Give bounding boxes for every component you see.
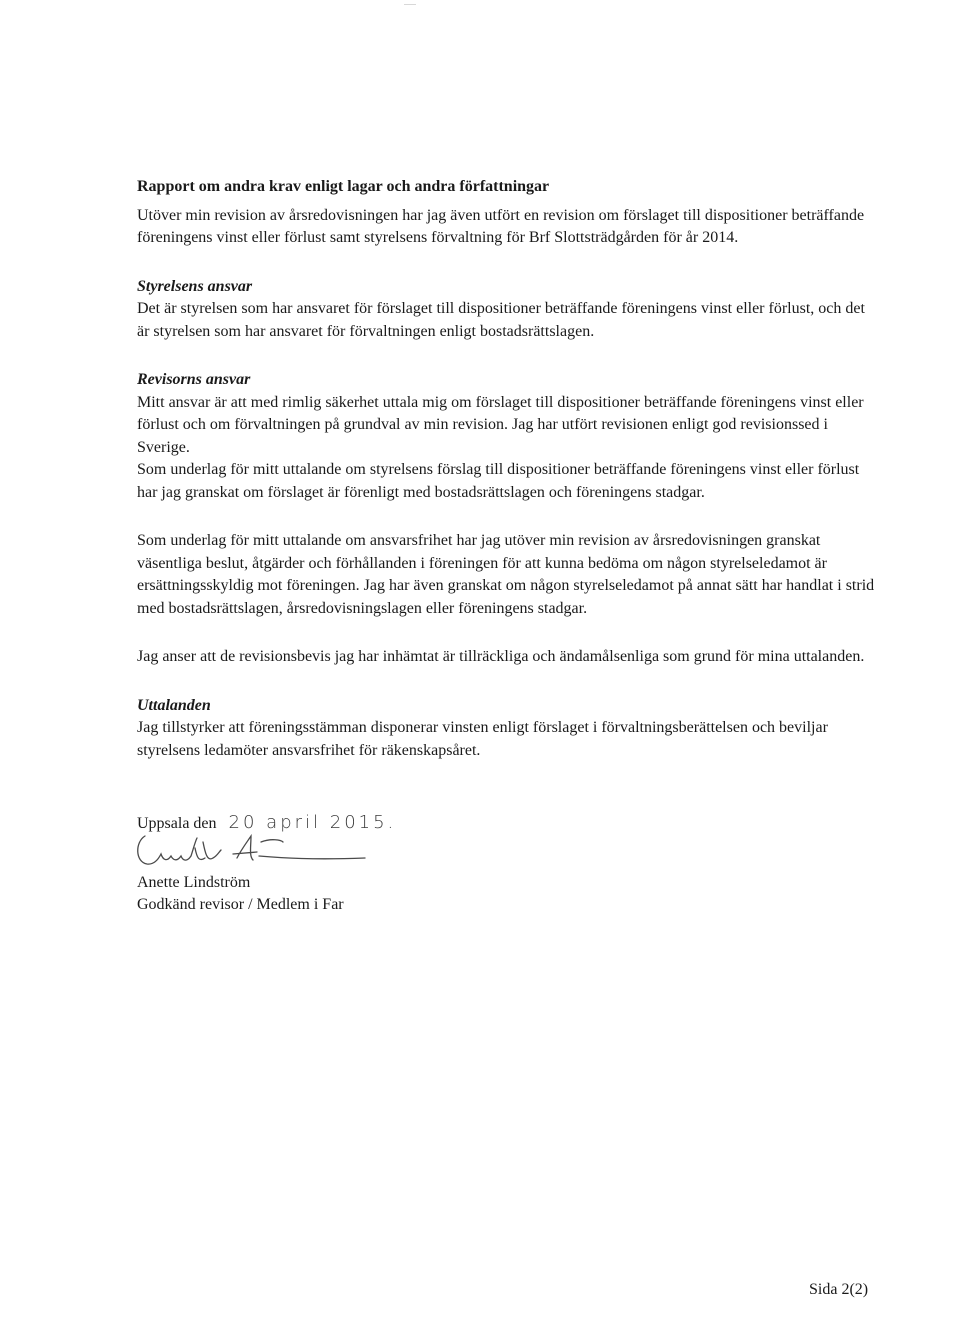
auditor-paragraph-2: Som underlag för mitt uttalande om styrelsens förslag till dispositioner beträffande föreningens vinst eller förlust har jag granskat om förslaget är förenligt med bostadsrättslagen och föreningens stadgar. [137,461,860,501]
board-responsibility-paragraph: Det är styrelsen som har ansvaret för förslaget till dispositioner beträffande föreningens vinst eller förlust, och det är styrelsen som har ansvaret för förvaltningen enligt bostadsrättslagen. [137,300,865,340]
statements-paragraph: Jag tillstyrker att föreningsstämman disponerar vinsten enligt förslaget i förvaltningsberättelsen och beviljar styrelsens ledamöter ansvarsfrihet för räkenskapsåret. [137,719,828,759]
auditor-responsibility-heading: Revisorns ansvar [137,371,251,388]
page-number: Sida 2(2) [809,1281,869,1298]
document-body [137,176,877,917]
signer-name: Anette Lindström [137,873,251,891]
signer-title: Godkänd revisor / Medlem i Far [137,896,344,913]
section-heading: Rapport om andra krav enligt lagar och andra författningar [137,178,550,195]
place-prefix: Uppsala den [137,815,217,832]
auditor-paragraph-4: Jag anser att de revisionsbevis jag har inhämtat är tillräckliga och ändamålsenliga som grund för mina uttalanden. [137,648,865,665]
statements-heading: Uttalanden [137,696,211,714]
place-date-line [137,812,877,836]
auditor-paragraph-1: Mitt ansvar är att med rimlig säkerhet uttala mig om förslaget till dispositioner beträffande föreningens vinst eller förlust och om förvaltningen på grundval av min revision. Jag har utfört revisionen enligt god revisionssed i Sverige. [137,393,864,456]
auditor-paragraph-3: Som underlag för mitt uttalande om ansvarsfrihet har jag utöver min revision av årsredovisningen granskat väsentliga beslut, åtgärder och förhållanden i föreningen för att kunna bedöma om någon styrelseledamot är ersättningsskyldig mot föreningen. Jag har även granskat om någon styrelseledamot på annat sätt har handlat i strid med bostadsrättslagen, årsredovisningslagen eller föreningens stadgar. [137,532,875,617]
board-responsibility-heading: Styrelsens ansvar [137,277,253,295]
scan-mark [404,4,416,5]
intro-paragraph: Utöver min revision av årsredovisningen har jag även utfört en revision om förslaget till dispositioner beträffande föreningens vinst eller förlust samt styrelsens förvaltning för Brf Slottsträdgården för år 2014. [137,206,865,246]
handwritten-date: 20 april 2015. [228,812,397,833]
